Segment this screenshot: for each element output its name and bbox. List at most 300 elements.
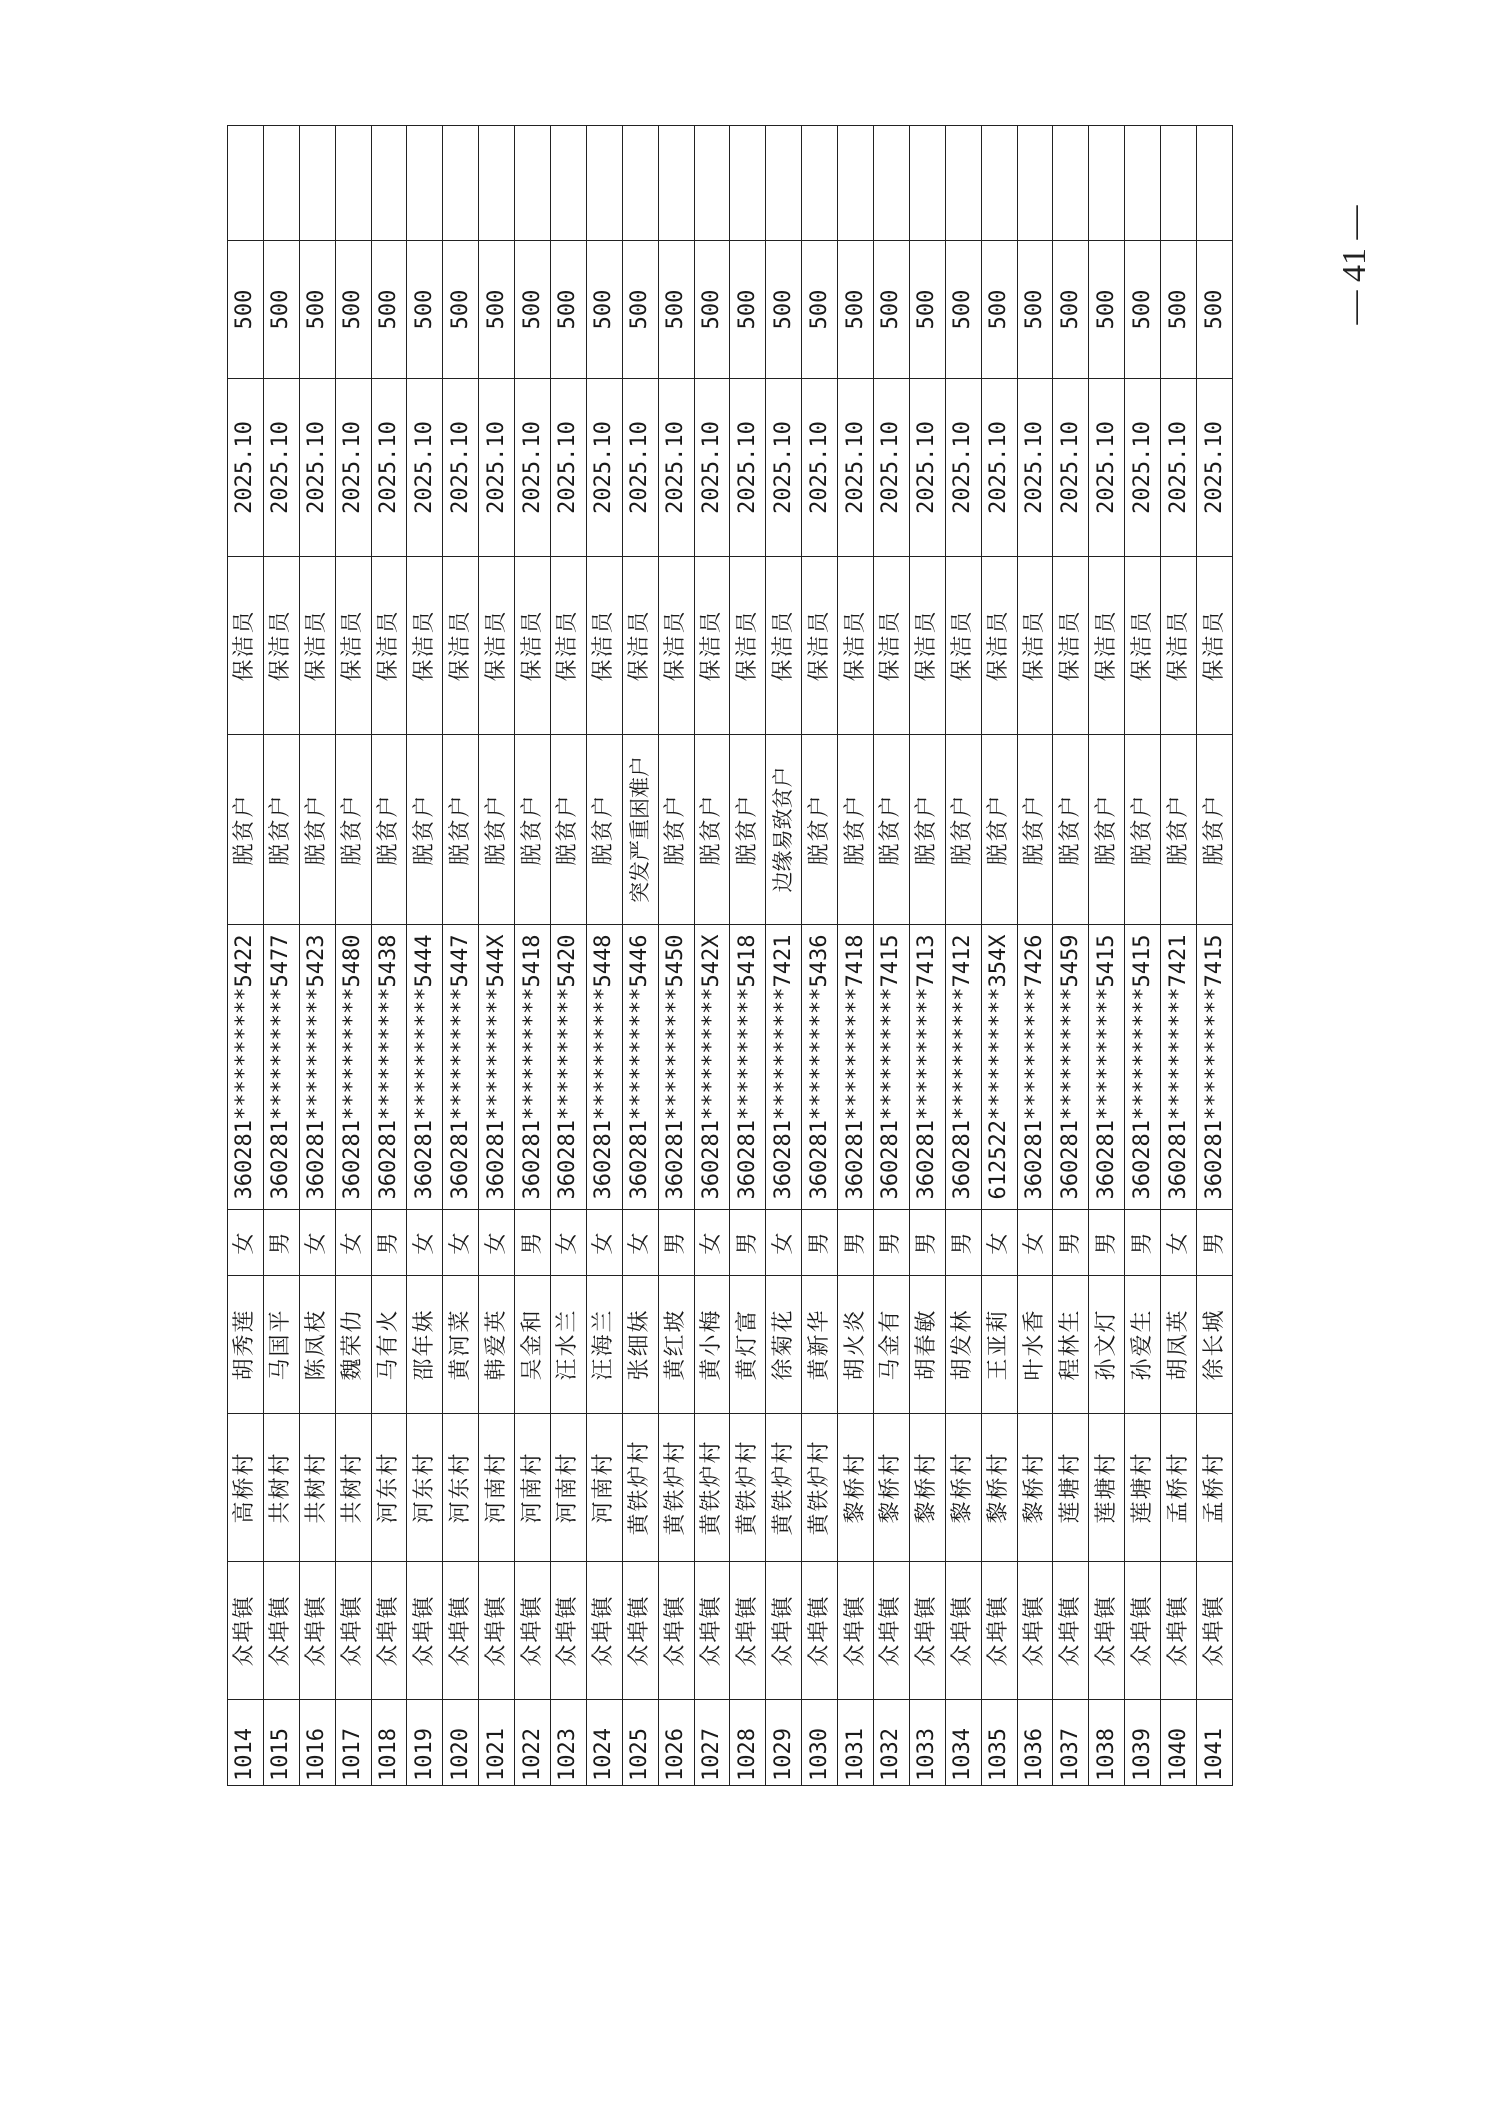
amount-cell: 500 xyxy=(263,241,299,379)
town-cell: 众埠镇 xyxy=(479,1562,515,1700)
town-cell: 众埠镇 xyxy=(945,1562,981,1700)
blank-cell xyxy=(335,126,371,241)
sex-cell: 女 xyxy=(443,1210,479,1276)
table-row xyxy=(802,126,838,1786)
post-cell: 保洁员 xyxy=(1089,557,1125,735)
post-cell: 保洁员 xyxy=(802,557,838,735)
sex-cell: 女 xyxy=(407,1210,443,1276)
blank-cell xyxy=(1089,126,1125,241)
name-cell: 吴金和 xyxy=(515,1276,551,1414)
name-cell: 王亚莉 xyxy=(981,1276,1017,1414)
household-type-cell: 脱贫户 xyxy=(407,735,443,925)
blank-cell xyxy=(479,126,515,241)
name-cell: 韩爱英 xyxy=(479,1276,515,1414)
name-cell: 马国平 xyxy=(263,1276,299,1414)
table-row xyxy=(981,126,1017,1786)
table-row xyxy=(371,126,407,1786)
household-type-cell: 脱贫户 xyxy=(443,735,479,925)
town-cell: 众埠镇 xyxy=(263,1562,299,1700)
table-row xyxy=(515,126,551,1786)
village-cell: 河东村 xyxy=(407,1414,443,1562)
town-cell: 众埠镇 xyxy=(622,1562,658,1700)
blank-cell xyxy=(551,126,587,241)
date-cell: 2025.10 xyxy=(1125,379,1161,557)
blank-cell xyxy=(981,126,1017,241)
row-number: 1015 xyxy=(263,1700,299,1786)
sex-cell: 女 xyxy=(1017,1210,1053,1276)
town-cell: 众埠镇 xyxy=(694,1562,730,1700)
village-cell: 孟桥村 xyxy=(1197,1414,1233,1562)
sex-cell: 男 xyxy=(1053,1210,1089,1276)
village-cell: 河东村 xyxy=(371,1414,407,1562)
table-row xyxy=(1125,126,1161,1786)
town-cell: 众埠镇 xyxy=(909,1562,945,1700)
town-cell: 众埠镇 xyxy=(299,1562,335,1700)
blank-cell xyxy=(1125,126,1161,241)
amount-cell: 500 xyxy=(515,241,551,379)
id-number-cell: 360281**********5415 xyxy=(1125,925,1161,1210)
name-cell: 黄红坡 xyxy=(658,1276,694,1414)
amount-cell: 500 xyxy=(335,241,371,379)
date-cell: 2025.10 xyxy=(263,379,299,557)
amount-cell: 500 xyxy=(1017,241,1053,379)
row-number: 1041 xyxy=(1197,1700,1233,1786)
household-type-cell: 脱贫户 xyxy=(874,735,910,925)
name-cell: 黄新华 xyxy=(802,1276,838,1414)
household-type-cell: 脱贫户 xyxy=(945,735,981,925)
table-row xyxy=(407,126,443,1786)
village-cell: 黎桥村 xyxy=(981,1414,1017,1562)
name-cell: 邵年妹 xyxy=(407,1276,443,1414)
sex-cell: 女 xyxy=(228,1210,264,1276)
date-cell: 2025.10 xyxy=(694,379,730,557)
row-number: 1022 xyxy=(515,1700,551,1786)
amount-cell: 500 xyxy=(1089,241,1125,379)
town-cell: 众埠镇 xyxy=(730,1562,766,1700)
row-number: 1016 xyxy=(299,1700,335,1786)
id-number-cell: 360281**********7412 xyxy=(945,925,981,1210)
post-cell: 保洁员 xyxy=(874,557,910,735)
date-cell: 2025.10 xyxy=(981,379,1017,557)
sex-cell: 女 xyxy=(981,1210,1017,1276)
post-cell: 保洁员 xyxy=(1017,557,1053,735)
post-cell: 保洁员 xyxy=(299,557,335,735)
town-cell: 众埠镇 xyxy=(586,1562,622,1700)
amount-cell: 500 xyxy=(730,241,766,379)
amount-cell: 500 xyxy=(622,241,658,379)
table-row xyxy=(874,126,910,1786)
town-cell: 众埠镇 xyxy=(658,1562,694,1700)
amount-cell: 500 xyxy=(1053,241,1089,379)
blank-cell xyxy=(228,126,264,241)
date-cell: 2025.10 xyxy=(909,379,945,557)
household-type-cell: 脱贫户 xyxy=(694,735,730,925)
village-cell: 莲塘村 xyxy=(1089,1414,1125,1562)
post-cell: 保洁员 xyxy=(658,557,694,735)
date-cell: 2025.10 xyxy=(479,379,515,557)
household-type-cell: 脱贫户 xyxy=(1161,735,1197,925)
id-number-cell: 360281**********5450 xyxy=(658,925,694,1210)
amount-cell: 500 xyxy=(838,241,874,379)
name-cell: 程林生 xyxy=(1053,1276,1089,1414)
id-number-cell: 360281**********5480 xyxy=(335,925,371,1210)
town-cell: 众埠镇 xyxy=(371,1562,407,1700)
blank-cell xyxy=(694,126,730,241)
date-cell: 2025.10 xyxy=(1197,379,1233,557)
date-cell: 2025.10 xyxy=(299,379,335,557)
household-type-cell: 脱贫户 xyxy=(228,735,264,925)
table-row xyxy=(479,126,515,1786)
date-cell: 2025.10 xyxy=(730,379,766,557)
town-cell: 众埠镇 xyxy=(443,1562,479,1700)
row-number: 1035 xyxy=(981,1700,1017,1786)
id-number-cell: 360281**********5447 xyxy=(443,925,479,1210)
name-cell: 胡秀莲 xyxy=(228,1276,264,1414)
household-type-cell: 脱贫户 xyxy=(551,735,587,925)
village-cell: 黄铁炉村 xyxy=(766,1414,802,1562)
household-type-cell: 脱贫户 xyxy=(586,735,622,925)
id-number-cell: 360281**********5459 xyxy=(1053,925,1089,1210)
name-cell: 胡凤英 xyxy=(1161,1276,1197,1414)
sex-cell: 男 xyxy=(371,1210,407,1276)
id-number-cell: 360281**********7415 xyxy=(874,925,910,1210)
sex-cell: 男 xyxy=(1125,1210,1161,1276)
sex-cell: 男 xyxy=(515,1210,551,1276)
date-cell: 2025.10 xyxy=(838,379,874,557)
date-cell: 2025.10 xyxy=(407,379,443,557)
village-cell: 河南村 xyxy=(586,1414,622,1562)
name-cell: 黄灯富 xyxy=(730,1276,766,1414)
id-number-cell: 360281**********7421 xyxy=(766,925,802,1210)
id-number-cell: 360281**********5436 xyxy=(802,925,838,1210)
post-cell: 保洁员 xyxy=(407,557,443,735)
town-cell: 众埠镇 xyxy=(1197,1562,1233,1700)
amount-cell: 500 xyxy=(694,241,730,379)
household-type-cell: 脱贫户 xyxy=(981,735,1017,925)
blank-cell xyxy=(909,126,945,241)
row-number: 1032 xyxy=(874,1700,910,1786)
household-type-cell: 脱贫户 xyxy=(1125,735,1161,925)
household-type-cell: 边缘易致贫户 xyxy=(766,735,802,925)
household-type-cell: 脱贫户 xyxy=(1089,735,1125,925)
name-cell: 马金有 xyxy=(874,1276,910,1414)
blank-cell xyxy=(874,126,910,241)
id-number-cell: 360281**********5418 xyxy=(515,925,551,1210)
id-number-cell: 360281**********7426 xyxy=(1017,925,1053,1210)
blank-cell xyxy=(658,126,694,241)
amount-cell: 500 xyxy=(909,241,945,379)
town-cell: 众埠镇 xyxy=(407,1562,443,1700)
id-number-cell: 360281**********5448 xyxy=(586,925,622,1210)
household-type-cell: 脱贫户 xyxy=(838,735,874,925)
table-row xyxy=(551,126,587,1786)
name-cell: 孙文灯 xyxy=(1089,1276,1125,1414)
table-row xyxy=(1089,126,1125,1786)
sex-cell: 男 xyxy=(730,1210,766,1276)
blank-cell xyxy=(838,126,874,241)
amount-cell: 500 xyxy=(443,241,479,379)
village-cell: 共树村 xyxy=(335,1414,371,1562)
id-number-cell: 360281**********5422 xyxy=(228,925,264,1210)
name-cell: 汪海兰 xyxy=(586,1276,622,1414)
row-number: 1036 xyxy=(1017,1700,1053,1786)
blank-cell xyxy=(1017,126,1053,241)
name-cell: 徐长城 xyxy=(1197,1276,1233,1414)
table-row xyxy=(730,126,766,1786)
town-cell: 众埠镇 xyxy=(551,1562,587,1700)
id-number-cell: 612522**********354X xyxy=(981,925,1017,1210)
post-cell: 保洁员 xyxy=(515,557,551,735)
row-number: 1020 xyxy=(443,1700,479,1786)
household-type-cell: 脱贫户 xyxy=(730,735,766,925)
post-cell: 保洁员 xyxy=(694,557,730,735)
post-cell: 保洁员 xyxy=(981,557,1017,735)
date-cell: 2025.10 xyxy=(766,379,802,557)
household-type-cell: 脱贫户 xyxy=(658,735,694,925)
row-number: 1014 xyxy=(228,1700,264,1786)
blank-cell xyxy=(586,126,622,241)
row-number: 1017 xyxy=(335,1700,371,1786)
sex-cell: 男 xyxy=(263,1210,299,1276)
blank-cell xyxy=(263,126,299,241)
blank-cell xyxy=(945,126,981,241)
name-cell: 黄小梅 xyxy=(694,1276,730,1414)
name-cell: 魏荣仂 xyxy=(335,1276,371,1414)
table-row xyxy=(1017,126,1053,1786)
amount-cell: 500 xyxy=(658,241,694,379)
post-cell: 保洁员 xyxy=(909,557,945,735)
row-number: 1021 xyxy=(479,1700,515,1786)
name-cell: 胡火炎 xyxy=(838,1276,874,1414)
household-type-cell: 脱贫户 xyxy=(479,735,515,925)
amount-cell: 500 xyxy=(228,241,264,379)
sex-cell: 女 xyxy=(479,1210,515,1276)
id-number-cell: 360281**********544X xyxy=(479,925,515,1210)
roster-table xyxy=(227,125,1233,1786)
id-number-cell: 360281**********5446 xyxy=(622,925,658,1210)
blank-cell xyxy=(766,126,802,241)
table-row xyxy=(228,126,264,1786)
date-cell: 2025.10 xyxy=(1089,379,1125,557)
amount-cell: 500 xyxy=(802,241,838,379)
id-number-cell: 360281**********5423 xyxy=(299,925,335,1210)
date-cell: 2025.10 xyxy=(443,379,479,557)
blank-cell xyxy=(407,126,443,241)
id-number-cell: 360281**********7418 xyxy=(838,925,874,1210)
blank-cell xyxy=(730,126,766,241)
town-cell: 众埠镇 xyxy=(228,1562,264,1700)
row-number: 1029 xyxy=(766,1700,802,1786)
date-cell: 2025.10 xyxy=(658,379,694,557)
table-row xyxy=(263,126,299,1786)
id-number-cell: 360281**********5444 xyxy=(407,925,443,1210)
id-number-cell: 360281**********5477 xyxy=(263,925,299,1210)
amount-cell: 500 xyxy=(981,241,1017,379)
village-cell: 黎桥村 xyxy=(874,1414,910,1562)
town-cell: 众埠镇 xyxy=(1089,1562,1125,1700)
blank-cell xyxy=(515,126,551,241)
row-number: 1039 xyxy=(1125,1700,1161,1786)
name-cell: 徐菊花 xyxy=(766,1276,802,1414)
row-number: 1034 xyxy=(945,1700,981,1786)
household-type-cell: 脱贫户 xyxy=(371,735,407,925)
town-cell: 众埠镇 xyxy=(1017,1562,1053,1700)
town-cell: 众埠镇 xyxy=(802,1562,838,1700)
table-row xyxy=(658,126,694,1786)
date-cell: 2025.10 xyxy=(1161,379,1197,557)
sex-cell: 女 xyxy=(622,1210,658,1276)
id-number-cell: 360281**********542X xyxy=(694,925,730,1210)
post-cell: 保洁员 xyxy=(443,557,479,735)
table-row xyxy=(443,126,479,1786)
town-cell: 众埠镇 xyxy=(1161,1562,1197,1700)
town-cell: 众埠镇 xyxy=(335,1562,371,1700)
id-number-cell: 360281**********5418 xyxy=(730,925,766,1210)
date-cell: 2025.10 xyxy=(551,379,587,557)
row-number: 1040 xyxy=(1161,1700,1197,1786)
page-number: — 41 — xyxy=(1336,205,1373,325)
household-type-cell: 脱贫户 xyxy=(299,735,335,925)
date-cell: 2025.10 xyxy=(945,379,981,557)
sex-cell: 男 xyxy=(1197,1210,1233,1276)
amount-cell: 500 xyxy=(1197,241,1233,379)
blank-cell xyxy=(443,126,479,241)
household-type-cell: 脱贫户 xyxy=(263,735,299,925)
post-cell: 保洁员 xyxy=(766,557,802,735)
table-row xyxy=(766,126,802,1786)
table-row xyxy=(299,126,335,1786)
sex-cell: 女 xyxy=(299,1210,335,1276)
town-cell: 众埠镇 xyxy=(1125,1562,1161,1700)
sex-cell: 男 xyxy=(874,1210,910,1276)
table-row xyxy=(1197,126,1233,1786)
village-cell: 河南村 xyxy=(551,1414,587,1562)
amount-cell: 500 xyxy=(586,241,622,379)
post-cell: 保洁员 xyxy=(1197,557,1233,735)
sex-cell: 男 xyxy=(909,1210,945,1276)
sex-cell: 男 xyxy=(802,1210,838,1276)
name-cell: 黄河菜 xyxy=(443,1276,479,1414)
sex-cell: 男 xyxy=(945,1210,981,1276)
blank-cell xyxy=(1161,126,1197,241)
table-row xyxy=(586,126,622,1786)
post-cell: 保洁员 xyxy=(1161,557,1197,735)
sex-cell: 女 xyxy=(1161,1210,1197,1276)
household-type-cell: 脱贫户 xyxy=(1197,735,1233,925)
post-cell: 保洁员 xyxy=(730,557,766,735)
village-cell: 黎桥村 xyxy=(945,1414,981,1562)
date-cell: 2025.10 xyxy=(1017,379,1053,557)
name-cell: 孙爱生 xyxy=(1125,1276,1161,1414)
name-cell: 胡春敏 xyxy=(909,1276,945,1414)
row-number: 1018 xyxy=(371,1700,407,1786)
date-cell: 2025.10 xyxy=(802,379,838,557)
row-number: 1026 xyxy=(658,1700,694,1786)
village-cell: 黎桥村 xyxy=(838,1414,874,1562)
row-number: 1027 xyxy=(694,1700,730,1786)
row-number: 1033 xyxy=(909,1700,945,1786)
row-number: 1038 xyxy=(1089,1700,1125,1786)
amount-cell: 500 xyxy=(874,241,910,379)
household-type-cell: 脱贫户 xyxy=(909,735,945,925)
table-row xyxy=(838,126,874,1786)
row-number: 1023 xyxy=(551,1700,587,1786)
rotated-table-area xyxy=(227,126,1233,1786)
name-cell: 马有火 xyxy=(371,1276,407,1414)
row-number: 1030 xyxy=(802,1700,838,1786)
household-type-cell: 脱贫户 xyxy=(802,735,838,925)
id-number-cell: 360281**********5415 xyxy=(1089,925,1125,1210)
date-cell: 2025.10 xyxy=(874,379,910,557)
post-cell: 保洁员 xyxy=(335,557,371,735)
village-cell: 河东村 xyxy=(443,1414,479,1562)
id-number-cell: 360281**********7415 xyxy=(1197,925,1233,1210)
post-cell: 保洁员 xyxy=(263,557,299,735)
date-cell: 2025.10 xyxy=(1053,379,1089,557)
blank-cell xyxy=(802,126,838,241)
village-cell: 河南村 xyxy=(479,1414,515,1562)
date-cell: 2025.10 xyxy=(586,379,622,557)
town-cell: 众埠镇 xyxy=(766,1562,802,1700)
amount-cell: 500 xyxy=(479,241,515,379)
blank-cell xyxy=(299,126,335,241)
blank-cell xyxy=(1197,126,1233,241)
blank-cell xyxy=(1053,126,1089,241)
town-cell: 众埠镇 xyxy=(874,1562,910,1700)
post-cell: 保洁员 xyxy=(1125,557,1161,735)
table-row xyxy=(945,126,981,1786)
sex-cell: 女 xyxy=(335,1210,371,1276)
id-number-cell: 360281**********7421 xyxy=(1161,925,1197,1210)
sex-cell: 男 xyxy=(658,1210,694,1276)
village-cell: 孟桥村 xyxy=(1161,1414,1197,1562)
roster-body xyxy=(228,126,1233,1786)
sex-cell: 女 xyxy=(766,1210,802,1276)
date-cell: 2025.10 xyxy=(335,379,371,557)
table-row xyxy=(335,126,371,1786)
post-cell: 保洁员 xyxy=(622,557,658,735)
date-cell: 2025.10 xyxy=(228,379,264,557)
name-cell: 汪水兰 xyxy=(551,1276,587,1414)
post-cell: 保洁员 xyxy=(479,557,515,735)
town-cell: 众埠镇 xyxy=(1053,1562,1089,1700)
name-cell: 胡发林 xyxy=(945,1276,981,1414)
village-cell: 黄铁炉村 xyxy=(658,1414,694,1562)
post-cell: 保洁员 xyxy=(551,557,587,735)
table-row xyxy=(622,126,658,1786)
row-number: 1019 xyxy=(407,1700,443,1786)
blank-cell xyxy=(622,126,658,241)
village-cell: 河南村 xyxy=(515,1414,551,1562)
household-type-cell: 脱贫户 xyxy=(335,735,371,925)
date-cell: 2025.10 xyxy=(622,379,658,557)
post-cell: 保洁员 xyxy=(838,557,874,735)
post-cell: 保洁员 xyxy=(586,557,622,735)
sex-cell: 女 xyxy=(694,1210,730,1276)
amount-cell: 500 xyxy=(407,241,443,379)
amount-cell: 500 xyxy=(766,241,802,379)
name-cell: 叶水香 xyxy=(1017,1276,1053,1414)
village-cell: 黄铁炉村 xyxy=(730,1414,766,1562)
row-number: 1031 xyxy=(838,1700,874,1786)
row-number: 1024 xyxy=(586,1700,622,1786)
post-cell: 保洁员 xyxy=(371,557,407,735)
post-cell: 保洁员 xyxy=(228,557,264,735)
table-row xyxy=(694,126,730,1786)
amount-cell: 500 xyxy=(551,241,587,379)
date-cell: 2025.10 xyxy=(515,379,551,557)
table-row xyxy=(1053,126,1089,1786)
